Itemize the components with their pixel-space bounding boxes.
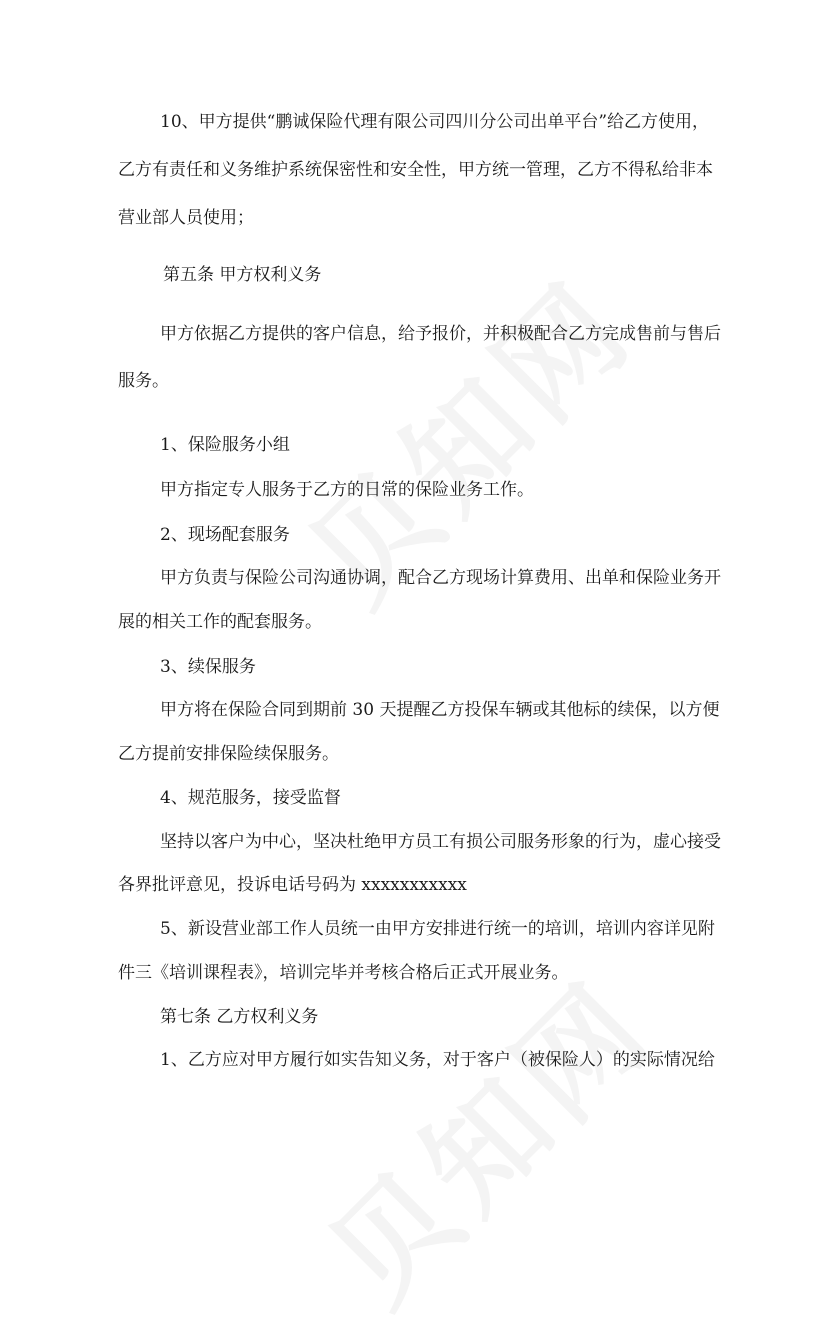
watermark bbox=[286, 937, 683, 1334]
paragraph-line: 乙方提前安排保险续保服务。 bbox=[118, 744, 339, 764]
list-item-heading: 4、规范服务，接受监督 bbox=[160, 788, 341, 808]
paragraph-line: 营业部人员使用； bbox=[118, 208, 254, 228]
paragraph-line: 展的相关工作的配套服务。 bbox=[118, 612, 322, 632]
list-item-heading: 2、现场配套服务 bbox=[160, 525, 290, 545]
paragraph-line: 甲方负责与保险公司沟通协调，配合乙方现场计算费用、出单和保险业务开 bbox=[160, 568, 721, 588]
list-item-heading: 1、保险服务小组 bbox=[160, 435, 290, 455]
paragraph-line: 各界批评意见，投诉电话号码为 xxxxxxxxxxx bbox=[118, 875, 467, 895]
paragraph-line: 1、乙方应对甲方履行如实告知义务，对于客户（被保险人）的实际情况给 bbox=[160, 1050, 715, 1070]
paragraph-line: 件三《培训课程表》，培训完毕并考核合格后正式开展业务。 bbox=[118, 963, 569, 983]
paragraph-line: 甲方指定专人服务于乙方的日常的保险业务工作。 bbox=[160, 480, 534, 500]
paragraph-line: 甲方将在保险合同到期前 30 天提醒乙方投保车辆或其他标的续保，以方便 bbox=[160, 700, 720, 720]
paragraph-line: 10、甲方提供“鹏诚保险代理有限公司四川分公司出单平台”给乙方使用， bbox=[160, 112, 710, 132]
paragraph-line: 乙方有责任和义务维护系统保密性和安全性，甲方统一管理，乙方不得私给非本 bbox=[118, 160, 713, 180]
list-item-heading: 3、续保服务 bbox=[160, 657, 256, 677]
paragraph-line: 服务。 bbox=[118, 371, 169, 391]
paragraph-line: 甲方依据乙方提供的客户信息，给予报价，并积极配合乙方完成售前与售后 bbox=[160, 324, 721, 344]
paragraph-line: 5、新设营业部工作人员统一由甲方安排进行统一的培训，培训内容详见附 bbox=[160, 919, 715, 939]
paragraph-line: 坚持以客户为中心，坚决杜绝甲方员工有损公司服务形象的行为，虚心接受 bbox=[160, 832, 721, 852]
section-heading: 第七条 乙方权利义务 bbox=[160, 1007, 319, 1027]
section-heading: 第五条 甲方权利义务 bbox=[163, 265, 322, 285]
